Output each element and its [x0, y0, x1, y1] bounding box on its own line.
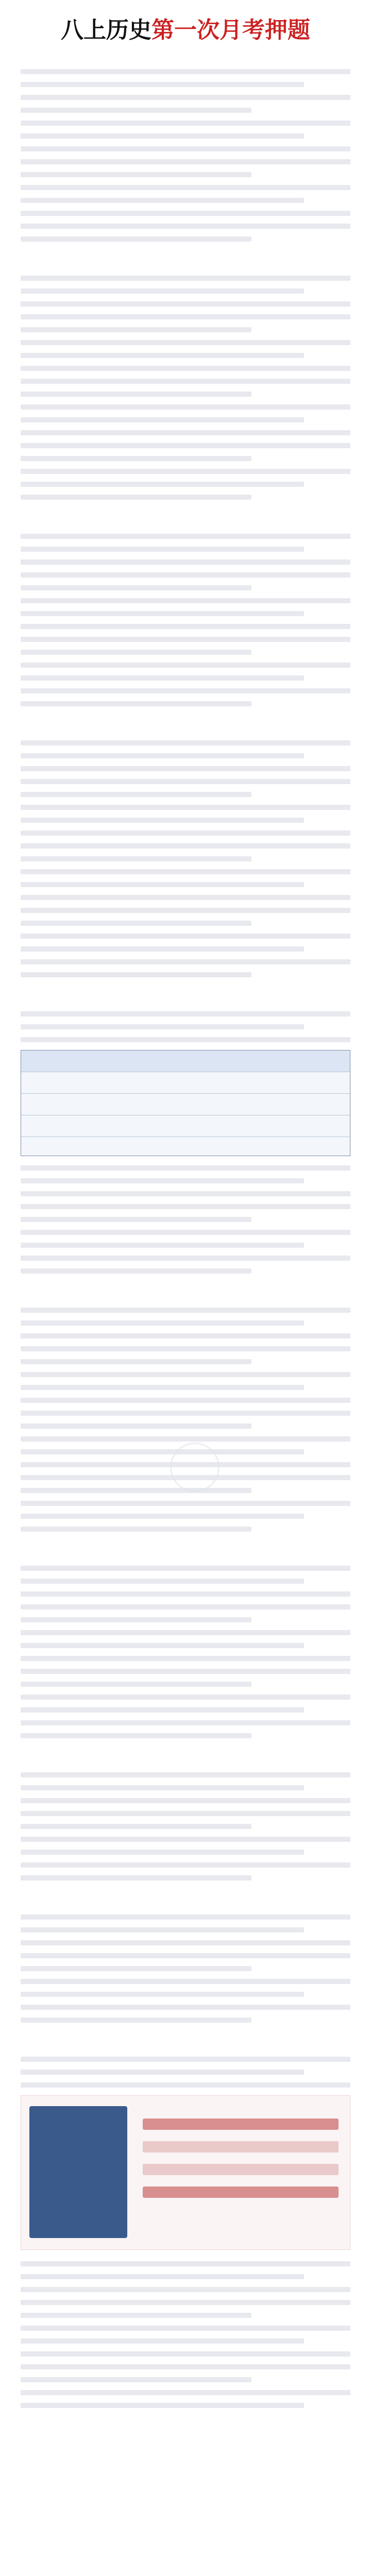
- text-line: [21, 482, 304, 487]
- watermark-seal-icon: [170, 1443, 220, 1492]
- text-line: [21, 843, 350, 849]
- comparison-table: [21, 1050, 350, 1156]
- text-line: [21, 2326, 350, 2331]
- text-line: [21, 404, 350, 410]
- text-line: [21, 1411, 350, 1416]
- text-line: [21, 1320, 304, 1326]
- text-line: [21, 366, 350, 371]
- text-line: [21, 779, 350, 784]
- text-line: [21, 534, 350, 539]
- text-line: [21, 443, 350, 448]
- text-line: [21, 1359, 251, 1364]
- text-line: [21, 572, 350, 578]
- promo-line: [143, 2187, 339, 2198]
- text-line: [21, 276, 350, 281]
- text-line: [21, 1579, 304, 1584]
- text-line: [21, 2057, 350, 2062]
- text-line: [21, 701, 251, 706]
- text-line: [21, 1694, 350, 1700]
- text-line: [21, 675, 304, 681]
- promo-line: [143, 2119, 339, 2130]
- text-line: [21, 1720, 350, 1725]
- text-line: [21, 2313, 251, 2318]
- text-line: [21, 1643, 304, 1648]
- text-line: [21, 1230, 350, 1235]
- text-line: [21, 95, 350, 100]
- text-line: [21, 624, 350, 629]
- text-line: [21, 908, 350, 913]
- text-line: [21, 934, 350, 939]
- text-line: [21, 224, 350, 229]
- unit-body: [21, 1566, 350, 1738]
- text-line: [21, 740, 350, 745]
- unit-5: [21, 992, 350, 1274]
- text-line: [21, 1707, 304, 1713]
- text-line: [21, 959, 350, 964]
- text-line: [21, 1514, 304, 1519]
- unit-2: [21, 256, 350, 500]
- unit-1: [21, 49, 350, 242]
- text-line: [21, 1333, 350, 1338]
- text-line: [21, 2287, 350, 2292]
- text-line: [21, 1837, 350, 1842]
- text-line: [21, 379, 350, 384]
- text-line: [21, 869, 350, 874]
- text-line: [21, 430, 350, 435]
- unit-8: [21, 1753, 350, 1880]
- text-line: [21, 650, 251, 655]
- text-line: [21, 1630, 350, 1635]
- unit-heading: [21, 2037, 350, 2050]
- text-line: [21, 1617, 251, 1622]
- promo-banner[interactable]: [21, 2095, 350, 2250]
- text-line: [21, 353, 304, 358]
- unit-body: [21, 1772, 350, 1880]
- text-line: [21, 392, 251, 397]
- text-line: [21, 1733, 251, 1738]
- promo-text: [143, 2119, 339, 2209]
- text-line: [21, 2005, 350, 2010]
- text-line: [21, 805, 350, 810]
- text-line: [21, 121, 350, 126]
- text-line: [21, 663, 350, 668]
- table-row: [21, 1115, 350, 1137]
- text-line: [21, 469, 350, 474]
- text-line: [21, 2338, 304, 2344]
- text-line: [21, 792, 251, 797]
- text-line: [21, 1527, 251, 1532]
- text-line: [21, 1011, 350, 1016]
- text-line: [21, 236, 251, 242]
- text-line: [21, 301, 350, 307]
- text-line: [21, 856, 251, 861]
- unit-10: [21, 2037, 350, 2408]
- text-line: [21, 1591, 350, 1597]
- unit-heading: [21, 992, 350, 1005]
- text-line: [21, 598, 350, 603]
- text-line: [21, 766, 350, 771]
- text-line: [21, 314, 350, 319]
- text-line: [21, 1862, 350, 1868]
- text-line: [21, 1682, 251, 1687]
- text-line: [21, 2377, 251, 2382]
- text-line: [21, 1914, 350, 1920]
- text-line: [21, 1875, 251, 1880]
- text-line: [21, 972, 251, 977]
- text-line: [21, 2364, 350, 2369]
- text-line: [21, 1346, 350, 1351]
- text-line: [21, 1966, 251, 1971]
- text-line: [21, 1824, 251, 1829]
- text-line: [21, 327, 251, 332]
- text-line: [21, 456, 251, 461]
- text-line: [21, 688, 350, 693]
- text-line: [21, 1268, 251, 1274]
- unit-7: [21, 1546, 350, 1738]
- text-line: [21, 1024, 304, 1029]
- title-accent: 第一次月考押题: [151, 17, 310, 43]
- text-line: [21, 1850, 304, 1855]
- text-line: [21, 637, 350, 642]
- unit-heading: [21, 1546, 350, 1560]
- text-line: [21, 2390, 350, 2395]
- text-line: [21, 2403, 304, 2408]
- text-line: [21, 1940, 350, 1945]
- text-line: [21, 172, 251, 177]
- text-line: [21, 185, 350, 190]
- text-line: [21, 1811, 350, 1816]
- unit-9: [21, 1895, 350, 2023]
- text-line: [21, 1385, 304, 1390]
- unit-body: [21, 276, 350, 500]
- unit-body: [21, 1914, 350, 2023]
- text-line: [21, 1372, 350, 1377]
- text-line: [21, 1566, 350, 1571]
- text-line: [21, 417, 304, 422]
- text-line: [21, 1398, 350, 1403]
- text-line: [21, 1449, 304, 1454]
- title-lead: 八上历史: [61, 17, 151, 43]
- text-line: [21, 2351, 350, 2357]
- text-line: [21, 2082, 350, 2088]
- text-line: [21, 133, 304, 139]
- text-line: [21, 1669, 350, 1674]
- unit-body: [21, 1308, 350, 1532]
- table-row: [21, 1072, 350, 1094]
- text-line: [21, 82, 304, 87]
- text-line: [21, 1488, 251, 1493]
- unit-heading: [21, 1288, 350, 1301]
- unit-heading: [21, 49, 350, 63]
- text-line: [21, 1501, 350, 1506]
- text-line: [21, 895, 350, 900]
- text-line: [21, 1037, 350, 1042]
- text-line: [21, 1979, 350, 1984]
- text-line: [21, 611, 304, 616]
- text-line: [21, 69, 350, 74]
- text-line: [21, 1992, 304, 1997]
- text-line: [21, 560, 350, 565]
- text-line: [21, 1785, 304, 1790]
- unit-body: [21, 69, 350, 242]
- unit-heading: [21, 514, 350, 528]
- text-line: [21, 2070, 304, 2075]
- unit-6: [21, 1288, 350, 1532]
- promo-line: [143, 2141, 339, 2153]
- text-line: [21, 1772, 350, 1777]
- table-row: [21, 1094, 350, 1115]
- text-line: [21, 1953, 350, 1958]
- unit-heading: [21, 721, 350, 734]
- table-row: [21, 1137, 350, 1158]
- unit-3: [21, 514, 350, 706]
- unit-body: [21, 1011, 350, 1274]
- text-line: [21, 2261, 350, 2266]
- text-line: [21, 1191, 350, 1196]
- text-line: [21, 2018, 251, 2023]
- text-line: [21, 831, 350, 836]
- unit-heading: [21, 1753, 350, 1766]
- text-line: [21, 1436, 350, 1442]
- text-line: [21, 1656, 350, 1661]
- table-header-row: [21, 1050, 350, 1072]
- text-line: [21, 946, 304, 952]
- text-line: [21, 495, 251, 500]
- text-line: [21, 1178, 304, 1183]
- document-title: [0, 11, 371, 44]
- text-line: [21, 198, 304, 203]
- text-line: [21, 818, 304, 823]
- text-line: [21, 340, 350, 345]
- text-line: [21, 1204, 350, 1209]
- text-line: [21, 2274, 304, 2279]
- text-line: [21, 289, 304, 294]
- unit-4: [21, 721, 350, 977]
- text-line: [21, 1308, 350, 1313]
- text-line: [21, 146, 350, 151]
- text-line: [21, 1256, 350, 1261]
- text-line: [21, 753, 304, 758]
- text-line: [21, 1243, 304, 1248]
- unit-body: [21, 534, 350, 706]
- unit-body: [21, 2057, 350, 2408]
- text-line: [21, 585, 251, 590]
- text-line: [21, 2300, 350, 2305]
- text-line: [21, 211, 350, 216]
- unit-body: [21, 740, 350, 977]
- text-line: [21, 1423, 251, 1429]
- text-line: [21, 1927, 304, 1933]
- text-line: [21, 1217, 251, 1222]
- text-line: [21, 1798, 350, 1803]
- text-line: [21, 547, 304, 552]
- promo-line: [143, 2164, 339, 2175]
- unit-heading: [21, 256, 350, 269]
- text-line: [21, 108, 251, 113]
- unit-heading: [21, 1895, 350, 1908]
- text-line: [21, 921, 251, 926]
- text-line: [21, 1165, 350, 1171]
- text-line: [21, 159, 350, 164]
- text-line: [21, 882, 304, 887]
- book-cover-image: [29, 2106, 127, 2238]
- text-line: [21, 1604, 350, 1609]
